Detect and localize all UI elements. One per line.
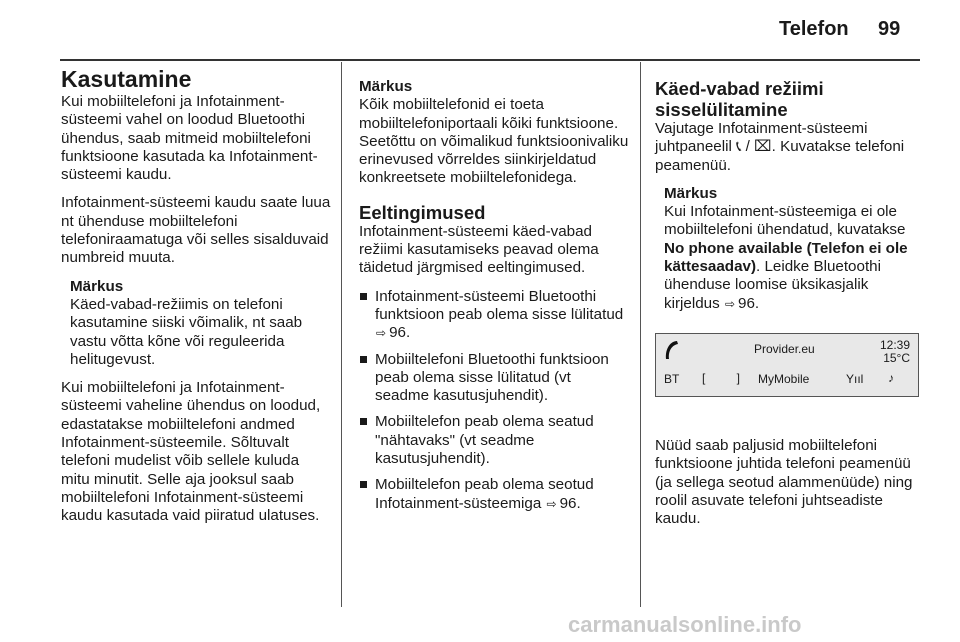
bracket-indicator: [ ] [702, 370, 755, 385]
header-rule [60, 59, 920, 61]
list-item: Mobiiltelefon peab olema seatud "nähtavaks" (vt seadme kasutusjuhendit). [359, 413, 629, 468]
provider-name: Provider.eu [754, 341, 815, 356]
device-name: MyMobile [758, 371, 810, 386]
list-item: Infotainment-süsteemi Bluetoothi funktsioon peab olema sisse lülitatud ⇨ 96. [359, 288, 629, 343]
section-heading-eeltingimused: Eeltingimused [359, 201, 486, 223]
page-header [0, 0, 960, 60]
signal-strength-icon: Yııl [846, 371, 864, 386]
reference-arrow-icon: ⇨ [376, 326, 387, 341]
column-1 [61, 66, 331, 536]
reference-arrow-icon: ⇨ [546, 496, 557, 511]
paragraph: Nüüd saab paljusid mobiiltelefoni funktsioone juhtida telefoni peamenüü (ja sellega seotud alammenüüde) ning roolil asuvate telefoni juhtseadiste kaudu. [655, 436, 913, 528]
page-number: 99 [878, 18, 901, 40]
note-box [70, 278, 331, 369]
page-reference[interactable]: 96. [559, 494, 581, 512]
list-item: Mobiiltelefon peab olema seotud Infotainment-süsteemiga ⇨ 96. [359, 476, 629, 513]
paragraph: Infotainment-süsteemi kaudu saate luua nt ühenduse mobiiltelefoni telefoniraamatuga või selles sisalduvaid numbreid muuta. [61, 194, 331, 267]
column-3 [655, 78, 925, 538]
bullet-square-icon [360, 293, 367, 300]
note-title: Märkus [664, 184, 718, 202]
column-divider-1 [341, 62, 342, 607]
note-title: Märkus [359, 78, 413, 95]
list-item: Mobiiltelefoni Bluetoothi funktsioon peab olema sisse lülitatud (vt seadme kasutusjuhendit). [359, 351, 629, 406]
clock: 12:39 [879, 337, 910, 352]
paragraph: Infotainment-süsteemi käed-vabad režiimi kasutamiseks peavad olema täidetud järgmised eeltingimused. [359, 222, 599, 277]
note-text: Käed-vabad-režiimis on telefoni kasutamine siiski võimalik, nt saab vastu võtta kõne või reguleerida helitugevust. [70, 295, 303, 368]
phone-icon: 📞︎ [736, 138, 742, 156]
page-reference[interactable]: 96. [389, 324, 411, 342]
column-2 [359, 78, 629, 521]
section-heading-handsfree: Käed-vabad režiimi sisselülitamine [655, 78, 824, 120]
bullet-square-icon [360, 481, 367, 488]
bullet-square-icon [360, 356, 367, 363]
note-box: Märkus Kui Infotainment-süsteemiga ei ole mobiiltelefoni ühendatud, kuvatakse No phone available (Telefon ei ole kättesaadav). Leidke Bluetoothi ühenduse loomise üksikasjalik kirjeldus ⇨ 96. [664, 185, 925, 313]
note-box [359, 78, 629, 188]
paragraph: Kui mobiiltelefoni ja Infotainment-süsteemi vaheline ühendus on loodud, edastatakse mobiiltelefoni andmed Infotainment-süsteemile. Sõltuvalt telefoni mudelist võib sellele kuluda mitu minutit. Selle aja jooksul saab mobiiltelefoni Infotainment-süsteemi kaudu kasutada vaid piiratud ulatuses. [61, 379, 321, 525]
menu-label: No phone available (Telefon ei ole kättesaadav) [664, 239, 908, 276]
page-reference[interactable]: 96. [738, 294, 760, 312]
column-divider-2 [640, 62, 641, 607]
section-heading-kasutamine: Kasutamine [61, 66, 192, 92]
prerequisite-list [359, 288, 629, 513]
bullet-square-icon [360, 418, 367, 425]
bt-label: BT [664, 371, 680, 386]
reference-arrow-icon: ⇨ [724, 296, 736, 311]
watermark: carmanualsonline.info [568, 612, 802, 637]
temperature: 15°C [883, 350, 910, 365]
mute-phone-icon: ⌧ [754, 138, 772, 156]
running-title: Telefon [779, 18, 849, 40]
note-title: Märkus [70, 277, 124, 295]
music-icon: ♪ [888, 370, 894, 385]
clock-temperature [880, 339, 910, 365]
paragraph: Kui mobiiltelefoni ja Infotainment-süsteemi vahel on loodud Bluetoothi ühendus, saab mitmeid mobiiltelefoni funktsioone kasutada ka Infotainment-süsteemi kaudu. [61, 93, 318, 184]
phone-display-illustration [655, 333, 919, 397]
handset-icon [662, 339, 680, 361]
paragraph: Vajutage Infotainment-süsteemi juhtpaneelil 📞︎ / ⌧. Kuvatakse telefoni peamenüü. [655, 120, 905, 174]
note-text: Kõik mobiiltelefonid ei toeta mobiiltelefoniportaali kõiki funktsioone. Seetõttu on võimalikud funktsioonivaliku erinevused võrreldes siinkirjeldatud konkreetsete mobiiltelefonidega. [359, 96, 629, 187]
